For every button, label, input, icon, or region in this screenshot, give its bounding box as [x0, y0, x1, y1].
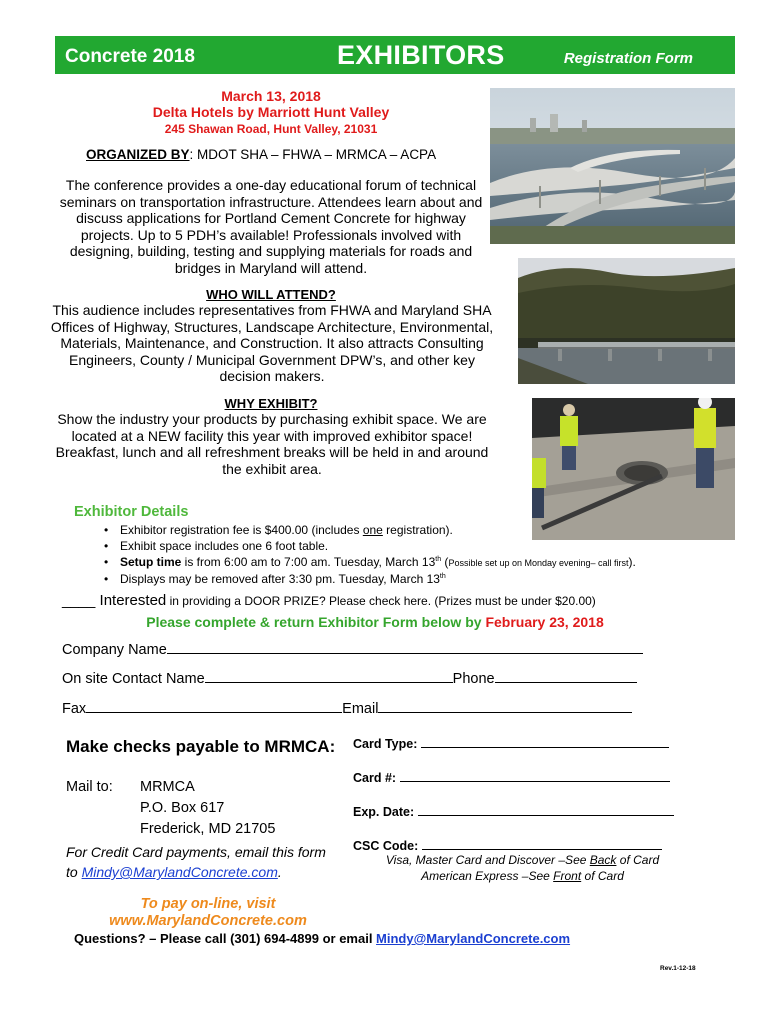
why-paragraph: Show the industry your products by purchasing exhibit space. We are located at a NEW facility this year with improved exhibitor space! Breakfast, lunch and all refreshment breaks will be held in and around the exhibit area. — [55, 411, 489, 477]
list-item — [104, 571, 664, 587]
contact-name-field[interactable] — [205, 671, 453, 683]
card-number-label: Card #: — [353, 771, 400, 785]
list-item — [104, 522, 664, 538]
door-prize-text: in providing a DOOR PRIZE? Please check here. (Prizes must be under $20.00) — [166, 594, 596, 608]
csc-row — [353, 838, 662, 853]
card-note-front: Front — [553, 869, 582, 883]
exhibitor-details-title: Exhibitor Details — [74, 504, 189, 520]
bridge-photo — [518, 258, 735, 384]
event-date: March 13, 2018 — [221, 88, 321, 104]
highway-interchange-photo — [490, 88, 735, 244]
card-type-row — [353, 736, 669, 751]
setup-note: Possible set up on Monday evening– call first — [448, 558, 629, 568]
mail-address-line1: MRMCA — [140, 779, 195, 795]
fee-text: Exhibitor registration fee is $400.00 (includes — [120, 523, 363, 537]
setup-paren-open: ( — [441, 555, 449, 569]
exp-date-row — [353, 804, 674, 819]
return-deadline: February 23, 2018 — [485, 614, 604, 630]
mail-to-label: Mail to: — [66, 779, 113, 795]
pay-online-website[interactable]: www.MarylandConcrete.com — [109, 913, 307, 929]
card-side-note — [360, 852, 685, 884]
card-note-text-d: of Card — [581, 869, 624, 883]
card-number-field[interactable] — [400, 770, 670, 782]
card-type-field[interactable] — [421, 736, 669, 748]
banner-form-label: Registration Form — [563, 50, 693, 67]
exp-date-label: Exp. Date: — [353, 805, 418, 819]
event-address: 245 Shawan Road, Hunt Valley, 21031 — [164, 122, 378, 136]
questions-email-link[interactable]: Mindy@MarylandConcrete.com — [376, 931, 571, 946]
fee-emphasis: one — [362, 523, 383, 537]
who-heading: WHO WILL ATTEND? — [206, 287, 336, 302]
removal-text: Displays may be removed after 3:30 pm. Tuesday, March 13 — [120, 572, 440, 586]
card-number-row — [353, 770, 670, 785]
exp-date-field[interactable] — [418, 804, 674, 816]
phone-label: Phone — [452, 671, 495, 687]
fax-label: Fax — [62, 701, 87, 717]
card-type-label: Card Type: — [353, 737, 421, 751]
setup-text: is from 6:00 am to 7:00 am. Tuesday, March 13 — [181, 555, 436, 569]
list-item — [104, 554, 664, 571]
list-item: • Exhibit space includes one 6 foot table. — [104, 538, 664, 554]
company-name-field[interactable] — [167, 642, 643, 654]
return-notice — [55, 614, 695, 630]
organizers — [86, 147, 436, 162]
return-notice-text: Please complete & return Exhibitor Form below by — [146, 614, 486, 630]
company-name-label: Company Name — [62, 642, 167, 658]
mail-address-line2: P.O. Box 617 — [140, 800, 225, 816]
card-note-text-b: of Card — [616, 853, 660, 867]
banner-event-name: Concrete 2018 — [65, 46, 195, 67]
fax-email-row — [62, 701, 632, 717]
contact-name-label: On site Contact Name — [62, 671, 205, 687]
email-field[interactable] — [378, 701, 632, 713]
credit-email-link[interactable]: Mindy@MarylandConcrete.com — [81, 864, 278, 880]
door-prize-line — [62, 592, 596, 609]
banner-title: EXHIBITORS — [337, 40, 505, 70]
phone-field[interactable] — [495, 671, 637, 683]
setup-sup: th — [435, 556, 442, 563]
email-label: Email — [342, 701, 379, 717]
who-paragraph: This audience includes representatives from FHWA and Maryland SHA Offices of Highway, Structures, Landscape Architecture, Environmental, Materials, Maintenance, and Construction. It also attracts Consulting Engineers, County / Municipal Government DPW’s, and other key decision makers. — [50, 302, 494, 385]
csc-label: CSC Code: — [353, 839, 422, 853]
organizers-list: : MDOT SHA – FHWA – MRMCA – ACPA — [189, 147, 437, 162]
questions-text: Questions? – Please call (301) 694-4899 or email — [74, 931, 377, 946]
why-heading: WHY EXHIBIT? — [224, 396, 318, 411]
door-prize-lead: Interested — [95, 592, 167, 609]
event-venue: Delta Hotels by Marriott Hunt Valley — [152, 104, 390, 120]
company-name-row — [62, 642, 643, 658]
checks-payable-heading: Make checks payable to MRMCA: — [66, 737, 336, 756]
pay-online-note — [98, 896, 318, 930]
card-note-text-a: Visa, Master Card and Discover –See — [385, 853, 590, 867]
mail-address-line3: Frederick, MD 21705 — [140, 821, 276, 837]
door-prize-checkbox-blank[interactable]: ____ — [62, 592, 96, 609]
questions-contact — [74, 931, 570, 946]
exhibitor-details-list — [104, 522, 664, 587]
card-note-text-c: American Express –See — [421, 869, 554, 883]
revision-label: Rev.1-12-18 — [660, 965, 696, 972]
setup-label: Setup time — [120, 555, 182, 569]
removal-sup: th — [439, 573, 446, 580]
setup-paren-close: ). — [628, 555, 636, 569]
card-note-back: Back — [589, 853, 617, 867]
fee-text-end: registration). — [382, 523, 453, 537]
csc-field[interactable] — [422, 838, 662, 850]
mail-address-block — [66, 777, 275, 840]
header-banner — [55, 36, 735, 74]
intro-paragraph: The conference provides a one-day educational forum of technical seminars on transportation infrastructure. Attendees learn about and discuss applications for Portland Cement Concrete for highway projects. Up to 5 PDH’s available! Professionals involved with designing, building, testing and supplying materials for roads and bridges in Maryland will attend. — [59, 177, 483, 276]
contact-row — [62, 671, 637, 687]
concrete-paving-photo — [532, 398, 735, 540]
credit-card-text: For Credit Card payments, email this form to — [66, 844, 326, 880]
credit-card-end: . — [277, 864, 282, 880]
organizers-label: ORGANIZED BY — [86, 147, 190, 162]
fax-field[interactable] — [86, 701, 342, 713]
credit-card-note — [66, 842, 341, 882]
pay-online-text: To pay on-line, visit — [140, 896, 276, 912]
